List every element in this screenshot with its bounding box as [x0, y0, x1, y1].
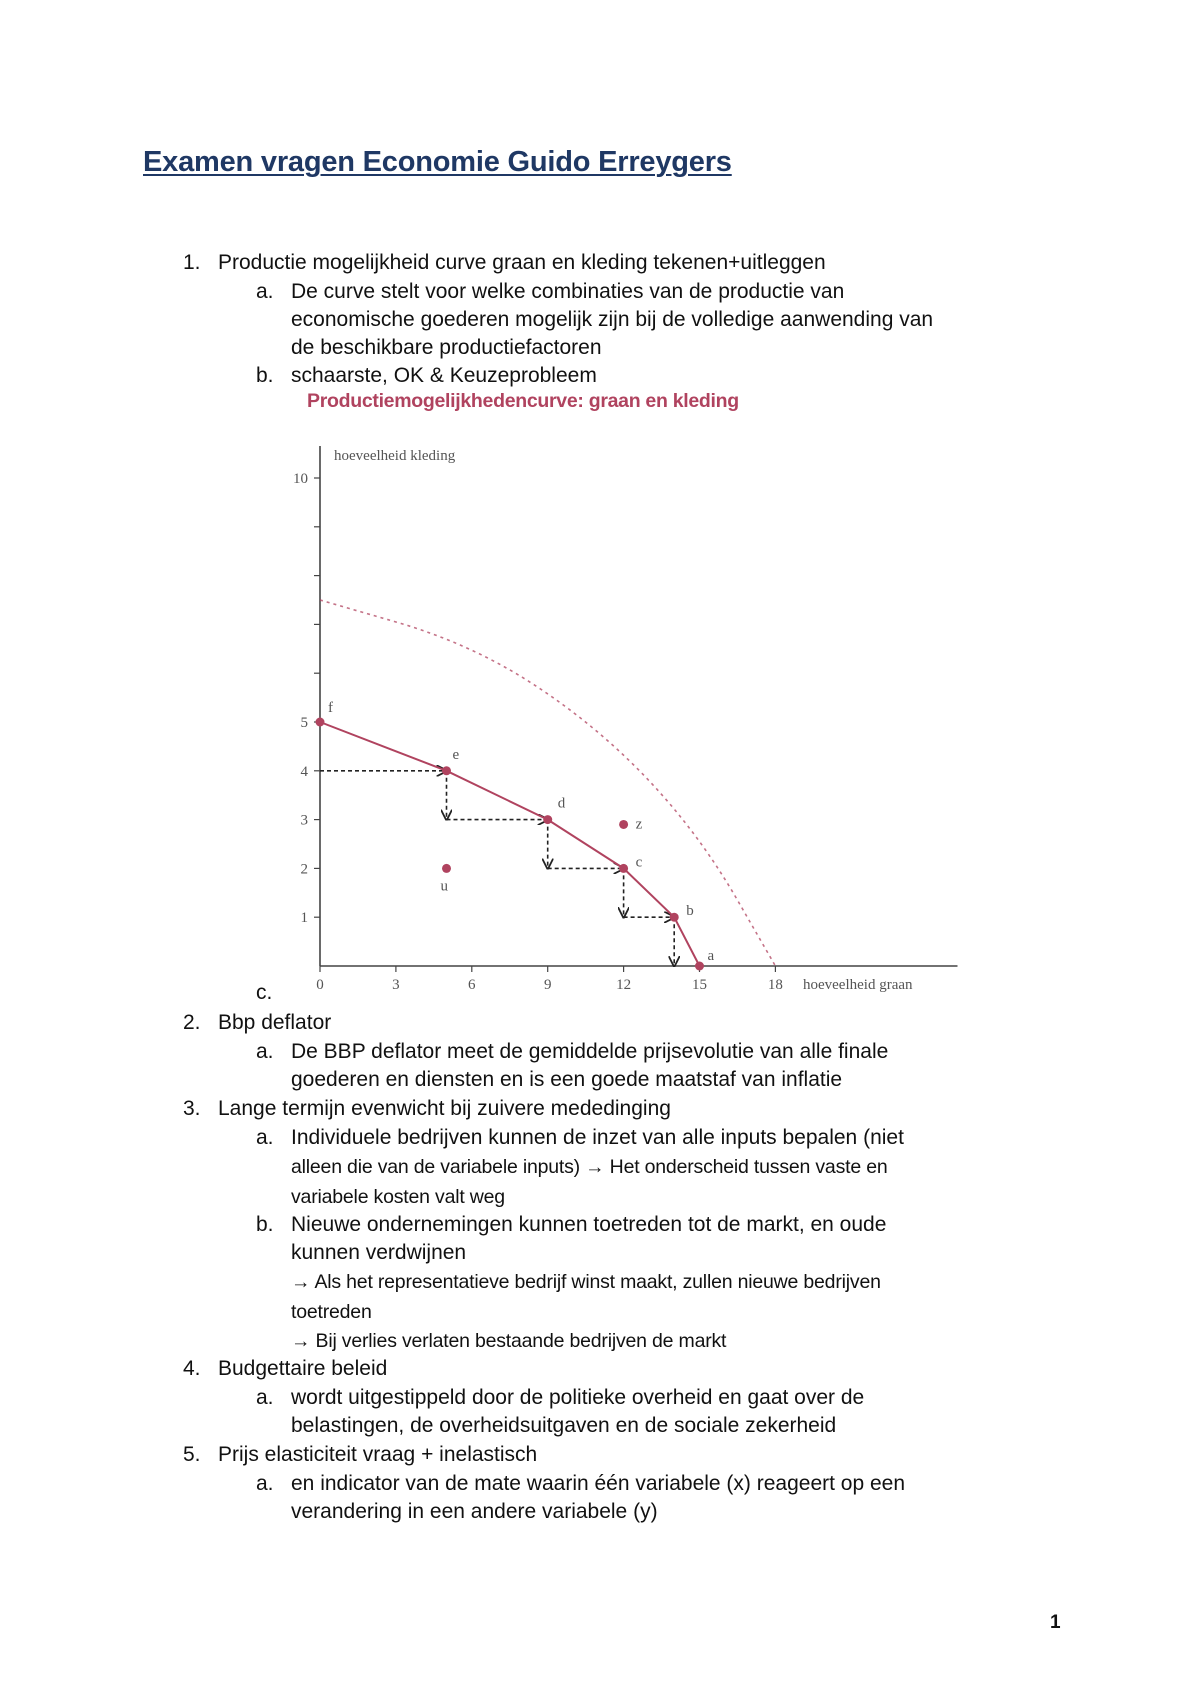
- page-number: 1: [1050, 1612, 1061, 1633]
- y-axis-label: hoeveelheid kleding: [334, 448, 456, 464]
- sublist-marker: a.: [256, 1040, 274, 1063]
- point-label-d: d: [557, 795, 566, 812]
- sublist-line: toetreden: [291, 1301, 372, 1323]
- y-tick-label: 4: [300, 763, 308, 780]
- data-point-b: [670, 913, 679, 922]
- list-item-text: Prijs elasticiteit vraag + inelastisch: [218, 1443, 538, 1466]
- sublist-line: kunnen verdwijnen: [291, 1241, 467, 1264]
- point-label-c: c: [635, 854, 643, 871]
- sublist-line: belastingen, de overheidsuitgaven en de sociale zekerheid: [291, 1414, 837, 1437]
- y-tick-label: 10: [293, 471, 308, 487]
- sublist-marker: b.: [256, 364, 274, 387]
- sublist-line: De curve stelt voor welke combinaties van de productie van: [291, 280, 845, 303]
- data-point-f: [316, 718, 325, 727]
- x-tick-label: 18: [767, 977, 783, 993]
- list-item-text: Lange termijn evenwicht bij zuivere mededinging: [218, 1097, 671, 1120]
- list-number: 5.: [183, 1443, 201, 1466]
- list-number: 4.: [183, 1357, 201, 1380]
- data-point-z: [619, 820, 628, 829]
- sublist-line: Nieuwe ondernemingen kunnen toetreden tot de markt, en oude: [291, 1213, 887, 1236]
- y-tick-label: 1: [300, 910, 308, 927]
- sublist-line: en indicator van de mate waarin één variabele (x) reageert op een: [291, 1472, 906, 1495]
- sublist-marker: a.: [256, 280, 274, 303]
- list-item-text: Bbp deflator: [218, 1011, 332, 1034]
- sublist-line: Individuele bedrijven kunnen de inzet van alle inputs bepalen (niet: [291, 1126, 904, 1149]
- y-tick-label: 5: [300, 715, 308, 731]
- x-tick-label: 12: [616, 977, 632, 993]
- ppf-curve: [320, 722, 700, 966]
- list-number: 1.: [183, 251, 201, 274]
- sublist-marker: a.: [256, 1386, 274, 1409]
- sublist-marker: a.: [256, 1126, 274, 1149]
- sublist-marker: a.: [256, 1472, 274, 1495]
- sublist-line: verandering in een andere variabele (y): [291, 1500, 658, 1523]
- list-item-text: Productie mogelijkheid curve graan en kleding tekenen+uitleggen: [218, 251, 826, 274]
- list-number: 2.: [183, 1011, 201, 1034]
- data-point-d: [543, 815, 552, 824]
- dashed-curve: [320, 600, 775, 966]
- point-label-f: f: [328, 700, 333, 716]
- list-item-text: Budgettaire beleid: [218, 1357, 388, 1380]
- sublist-marker: c.: [256, 981, 273, 1004]
- point-label-b: b: [686, 903, 694, 920]
- point-label-a: a: [707, 948, 715, 964]
- list-number: 3.: [183, 1097, 201, 1120]
- sublist-line: → Bij verlies verlaten bestaande bedrijven de markt: [291, 1330, 727, 1352]
- data-point-c: [619, 864, 628, 873]
- x-tick-label: 6: [468, 977, 476, 993]
- y-tick-label: 3: [300, 812, 308, 829]
- y-tick-label: 2: [300, 861, 308, 878]
- sublist-line: de beschikbare productiefactoren: [291, 336, 602, 359]
- point-label-e: e: [452, 746, 460, 763]
- x-tick-label: 9: [543, 977, 552, 993]
- document-title: Examen vragen Economie Guido Erreygers: [143, 146, 732, 178]
- x-tick-label: 0: [316, 977, 324, 993]
- sublist-line: De BBP deflator meet de gemiddelde prijsevolutie van alle finale: [291, 1040, 889, 1063]
- x-tick-label: 15: [692, 977, 707, 993]
- x-tick-label: 3: [392, 977, 400, 993]
- sublist-marker: b.: [256, 1213, 274, 1236]
- sublist-line: goederen en diensten en is een goede maatstaf van inflatie: [291, 1068, 843, 1091]
- x-axis-label: hoeveelheid graan: [802, 977, 913, 993]
- chart-title: Productiemogelijkhedencurve: graan en kleding: [307, 390, 739, 412]
- data-point-e: [442, 766, 451, 775]
- sublist-line: → Als het representatieve bedrijf winst maakt, zullen nieuwe bedrijven: [291, 1271, 881, 1293]
- sublist-line: economische goederen mogelijk zijn bij de volledige aanwending van: [291, 308, 934, 331]
- data-point-a: [695, 962, 704, 971]
- point-label-u: u: [440, 878, 448, 895]
- sublist-line: wordt uitgestippeld door de politieke overheid en gaat over de: [291, 1386, 865, 1409]
- data-point-u: [442, 864, 451, 873]
- sublist-line: variabele kosten valt weg: [291, 1186, 505, 1208]
- sublist-line: schaarste, OK & Keuzeprobleem: [291, 364, 597, 387]
- point-label-z: z: [635, 816, 643, 833]
- sublist-line: alleen die van de variabele inputs) → Het onderscheid tussen vaste en: [291, 1156, 888, 1178]
